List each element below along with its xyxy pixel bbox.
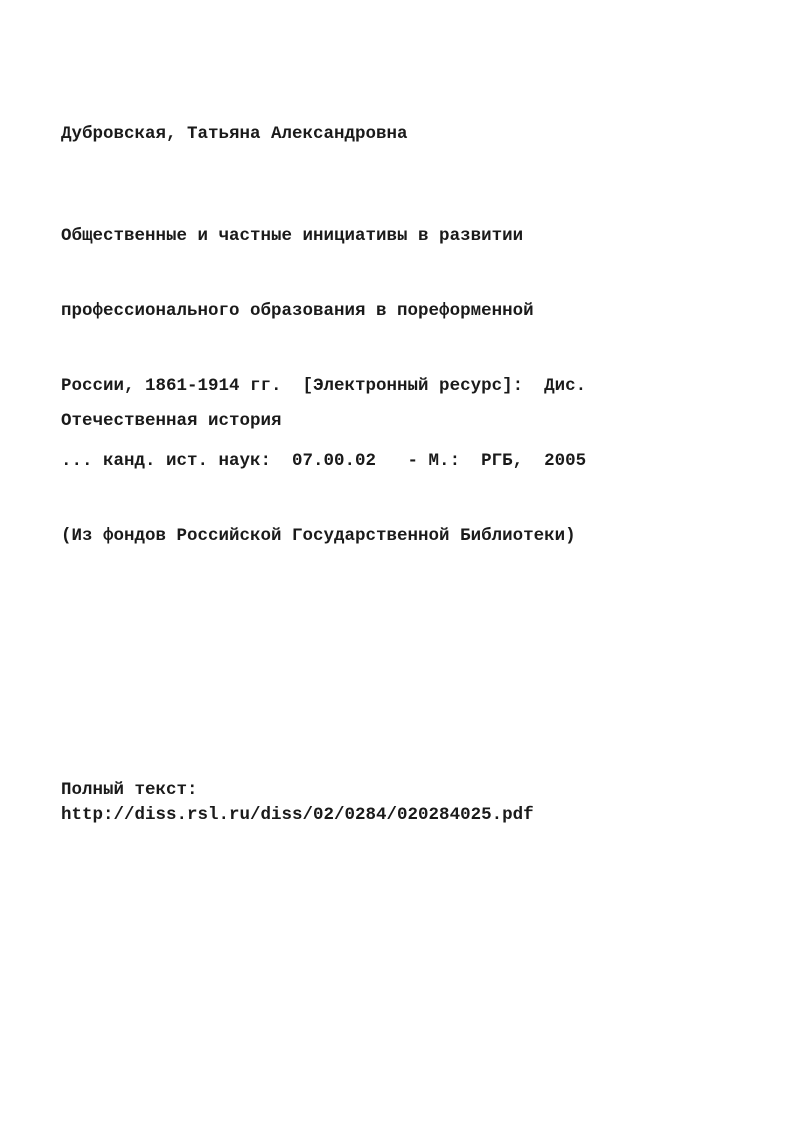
title-line: Общественные и частные инициативы в развитии [61,226,524,246]
title-block [61,174,586,599]
title-line: России, 1861-1914 гг. [Электронный ресурс]: Дис. [61,376,587,396]
title-line: ... канд. ист. наук: 07.00.02 - М.: РГБ, 2005 [61,451,587,471]
author-name: Дубровская, Татьяна Александровна [61,124,408,144]
fulltext-link[interactable]: http://diss.rsl.ru/diss/02/0284/020284025.pdf [61,805,534,825]
fulltext-label: Полный текст: [61,780,198,800]
subject-heading: Отечественная история [61,411,282,431]
title-line: профессионального образования в пореформенной [61,301,534,321]
title-line: (Из фондов Российской Государственной Библиотеки) [61,526,576,546]
